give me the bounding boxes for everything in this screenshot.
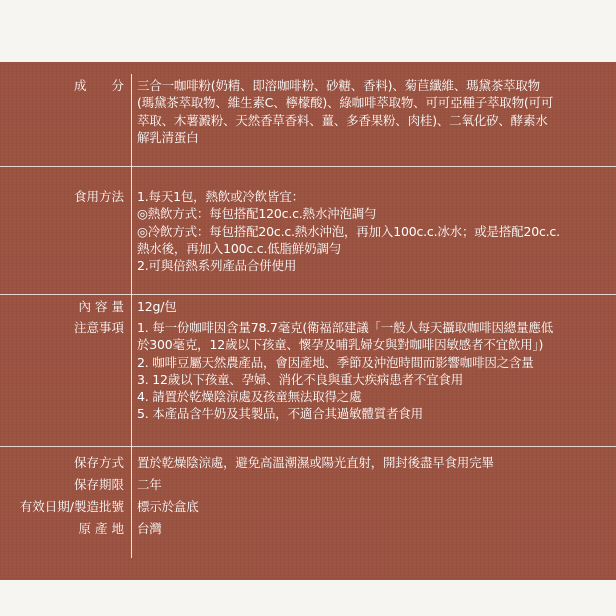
ingredients-line: 萃取、木薯澱粉、天然香草香料、薑、多香果粉、肉桂)、二氧化矽、酵素水 <box>137 112 548 128</box>
content-line: 12g/包 <box>137 299 177 314</box>
notes-line: 2. 咖啡豆屬天然農產品，會因產地、季節及沖泡時間而影響咖啡因之含量 <box>137 354 534 370</box>
row-separator <box>0 166 616 167</box>
notes-line: 於300毫克，12歲以下孩童、懷孕及哺乳婦女與對咖啡因敏感者不宜飲用」) <box>137 337 544 353</box>
ingredients-value <box>137 77 613 146</box>
shelf-life-label: 保存期限 <box>73 477 124 492</box>
notes-line: 3. 12歲以下孩童、孕婦、消化不良與重大疾病患者不宜食用 <box>137 371 464 387</box>
ingredients-line: 三合一咖啡粉(奶精、即溶咖啡粉、砂糖、香料)、菊苣纖維、瑪黛茶萃取物 <box>137 78 540 93</box>
storage-value <box>137 454 613 471</box>
storage-label: 保存方式 <box>73 455 124 470</box>
expiry-label: 有效日期/製造批號 <box>19 499 124 514</box>
origin-label: 原 產 地 <box>78 521 124 536</box>
notes-line: 4. 請置於乾燥陰涼處及孩童無法取得之處 <box>137 389 362 405</box>
origin-value <box>137 520 613 537</box>
row-separator <box>0 294 616 295</box>
usage-line: 2.可與倍熱系列產品合併使用 <box>137 258 297 274</box>
notes-line: 1. 每一份咖啡因含量78.7毫克(衛福部建議「一般人每天攝取咖啡因總量應低 <box>137 320 554 335</box>
shelf-life-value <box>137 476 613 493</box>
usage-label: 食用方法 <box>73 189 124 204</box>
ingredients-line: (瑪黛茶萃取物、維生素C、檸檬酸)、綠咖啡萃取物、可可亞種子萃取物(可可 <box>137 95 554 111</box>
ingredients-label: 成 分 <box>73 78 124 93</box>
product-info-panel <box>0 62 616 580</box>
usage-line: 1.每天1包，熱飲或冷飲皆宜： <box>137 189 304 204</box>
notes-line: 5. 本產品含牛奶及其製品，不適合其過敏體質者食用 <box>137 406 423 422</box>
notes-label: 注意事項 <box>73 320 124 335</box>
notes-value <box>137 319 613 423</box>
row-separator <box>0 446 616 447</box>
shelf-life-line: 二年 <box>137 477 162 492</box>
origin-line: 台灣 <box>137 521 162 536</box>
usage-line: ◎熱飲方式：每包搭配120c.c.熱水沖泡調勻 <box>137 206 377 222</box>
ingredients-line: 解乳清蛋白 <box>137 129 199 145</box>
column-divider <box>131 74 132 558</box>
storage-line: 置於乾燥陰涼處，避免高溫潮濕或陽光直射，開封後盡早食用完畢 <box>137 455 494 470</box>
usage-line: 熱水後，再加入100c.c.低脂鮮奶調勻 <box>137 240 342 256</box>
expiry-value <box>137 498 613 515</box>
content-value <box>137 298 613 315</box>
usage-value <box>137 188 613 274</box>
expiry-line: 標示於盒底 <box>137 499 199 514</box>
content-label: 內 容 量 <box>78 299 124 314</box>
usage-line: ◎冷飲方式：每包搭配20c.c.熱水沖泡，再加入100c.c.冰水；或是搭配20c.c. <box>137 223 560 239</box>
